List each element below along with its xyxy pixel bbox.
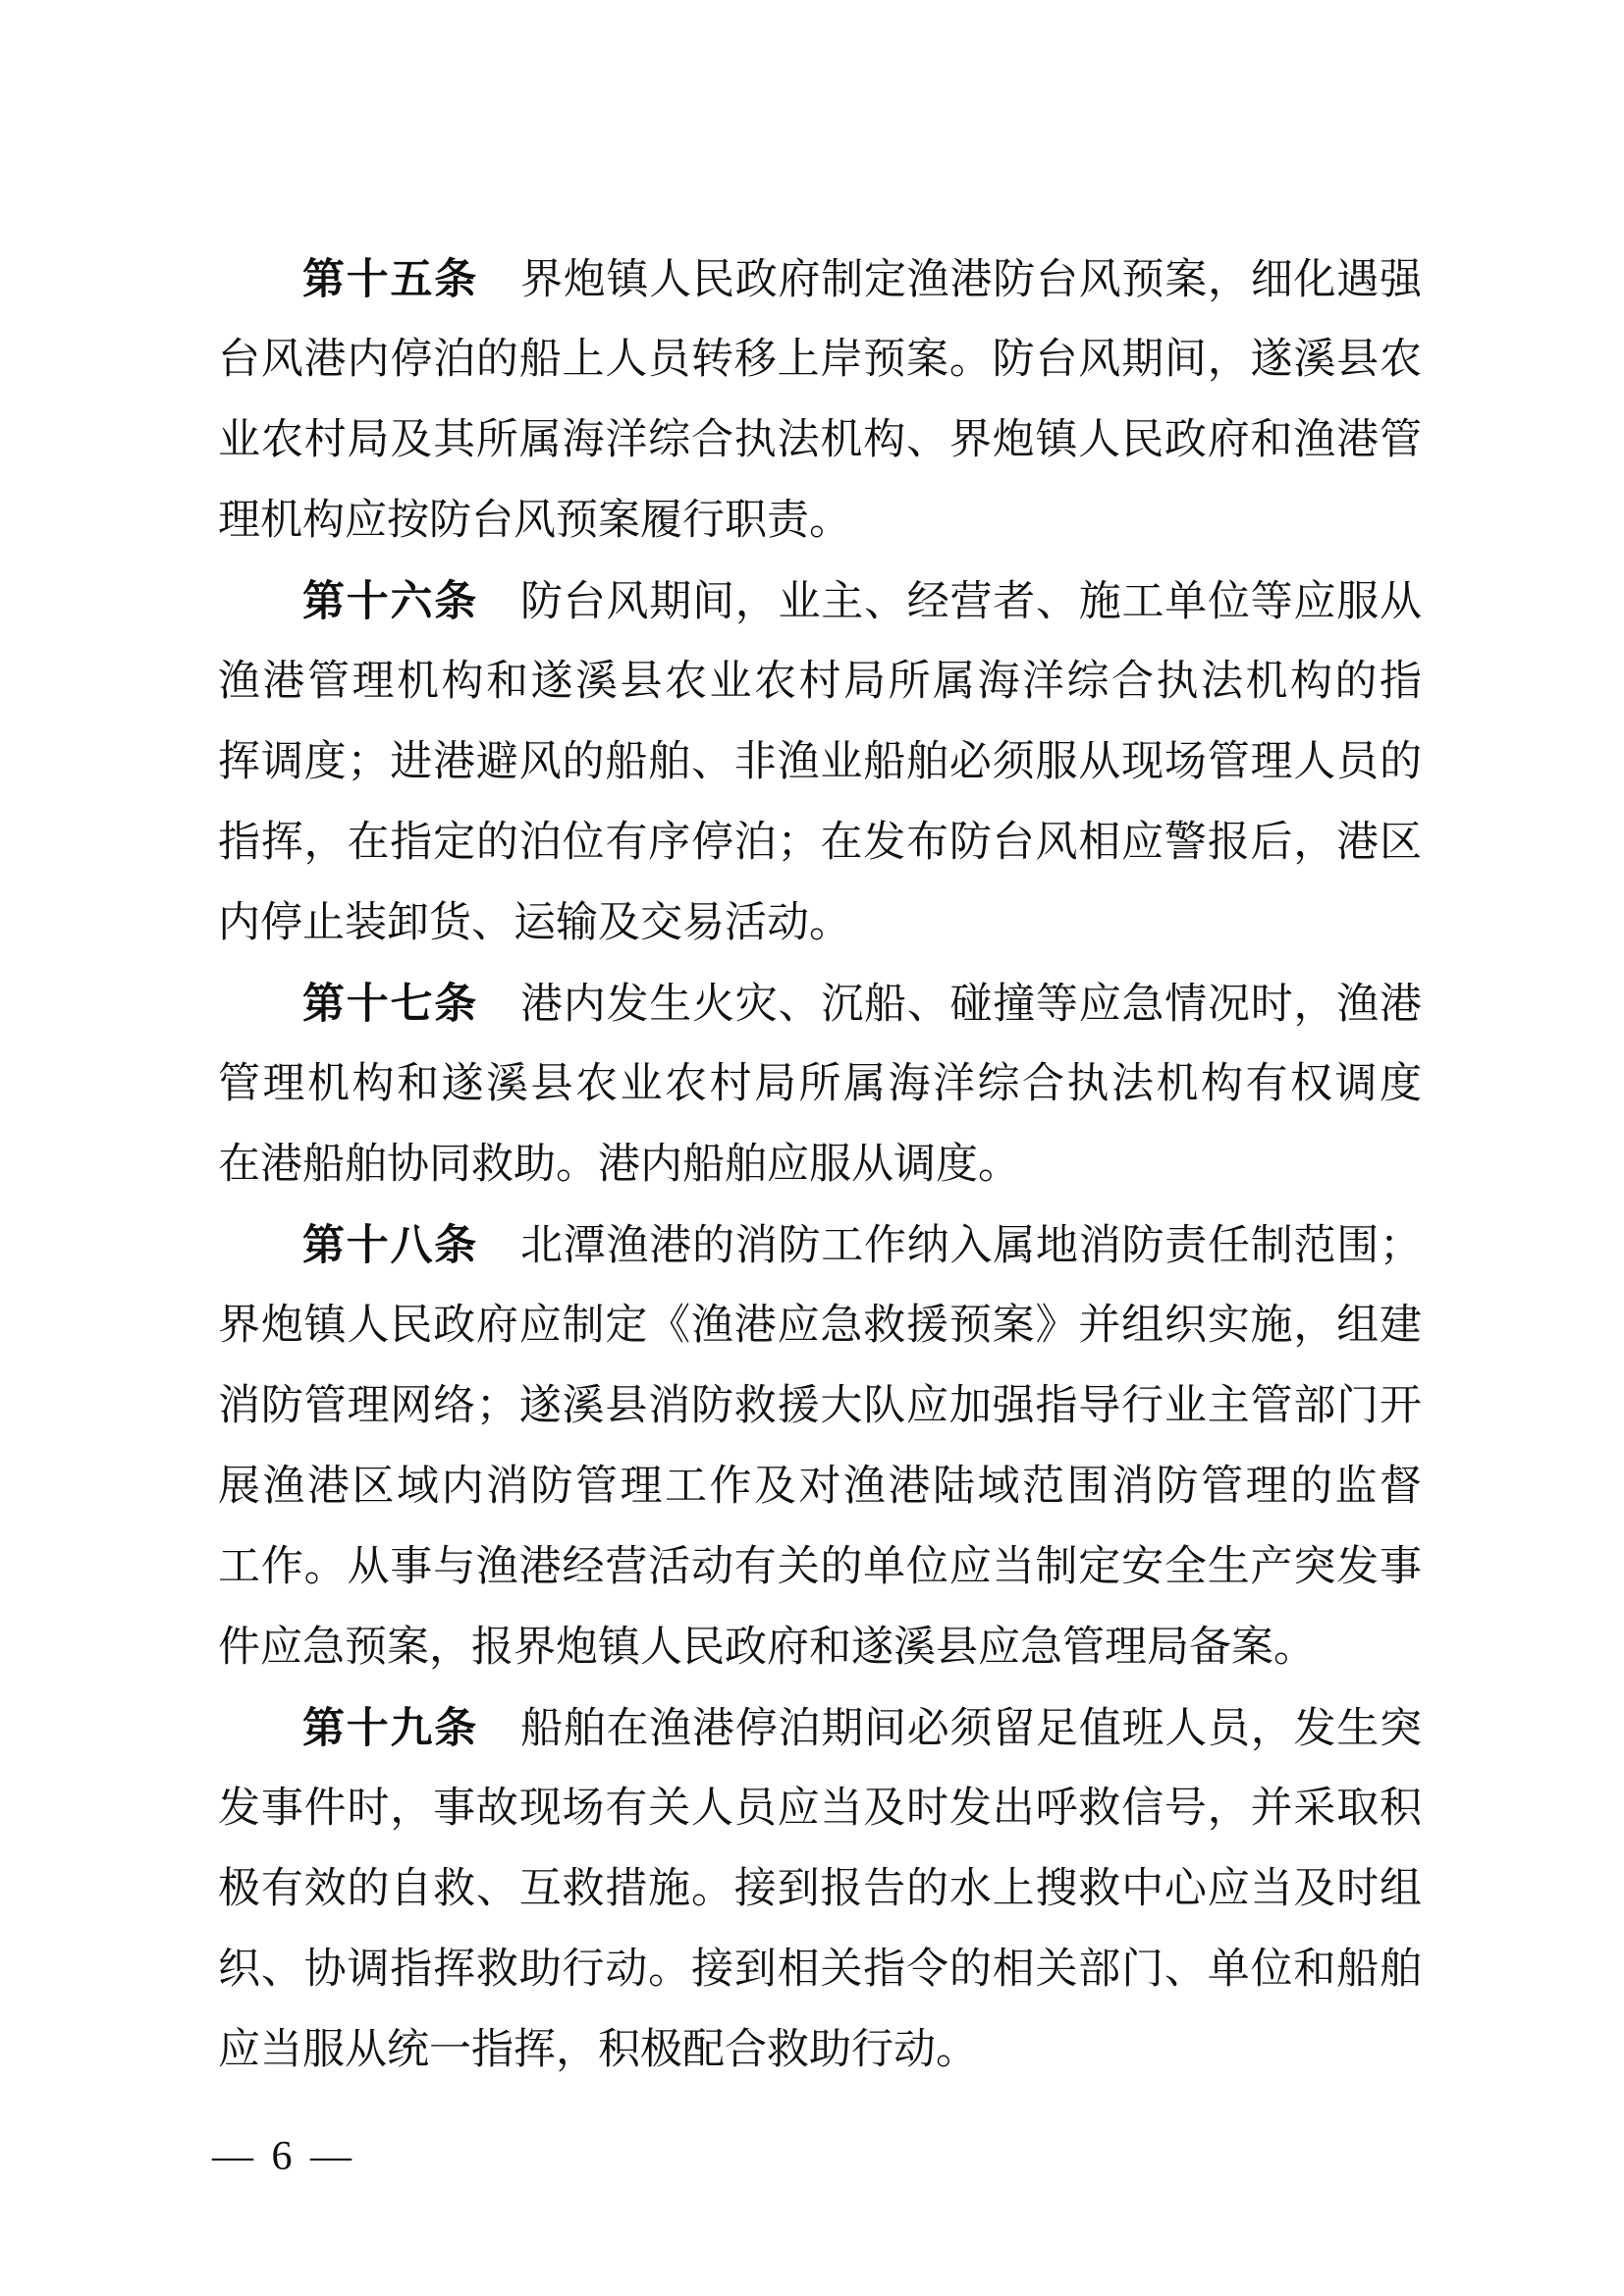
text-line: 展渔港区域内消防管理工作及对渔港陆域范围消防管理的监督 xyxy=(218,1464,1422,1510)
text-line: 极有效的自救、互救措施。接到报告的水上搜救中心应当及时组 xyxy=(218,1866,1422,1912)
article-number: 第十五条 xyxy=(302,256,478,303)
text-line xyxy=(218,240,1422,320)
article-line-text: 防台风期间，业主、经营者、施工单位等应服从 xyxy=(520,579,1422,625)
text-line: 理机构应按防台风预案履行职责。 xyxy=(218,498,851,544)
text-line: 工作。从事与渔港经营活动有关的单位应当制定安全生产突发事 xyxy=(218,1544,1422,1590)
page-number: — 6 — xyxy=(212,2134,355,2179)
article-17 xyxy=(218,964,1422,1205)
text-line: 发事件时，事故现场有关人员应当及时发出呼救信号，并采取积 xyxy=(218,1786,1422,1832)
article-line-text: 界炮镇人民政府制定渔港防台风预案，细化遇强 xyxy=(520,257,1422,303)
text-line: 在港船舶协同救助。港内船舶应服从调度。 xyxy=(218,1142,1020,1188)
article-line-text: 港内发生火灾、沉船、碰撞等应急情况时，渔港 xyxy=(520,982,1422,1028)
text-line: 织、协调指挥救助行动。接到相关指令的相关部门、单位和船舶 xyxy=(218,1947,1422,1993)
article-15 xyxy=(218,240,1422,561)
text-line xyxy=(218,964,1422,1044)
text-line: 消防管理网络；遂溪县消防救援大队应加强指导行业主管部门开 xyxy=(218,1383,1422,1429)
document-body xyxy=(218,240,1422,2091)
text-line: 台风港内停泊的船上人员转移上岸预案。防台风期间，遂溪县农 xyxy=(218,337,1422,383)
article-number: 第十九条 xyxy=(302,1705,478,1752)
text-line: 界炮镇人民政府应制定《渔港应急救援预案》并组织实施，组建 xyxy=(218,1303,1422,1349)
text-line: 内停止装卸货、运输及交易活动。 xyxy=(218,900,851,946)
text-line: 管理机构和遂溪县农业农村局所属海洋综合执法机构有权调度 xyxy=(218,1061,1422,1107)
article-line-text: 北潭渔港的消防工作纳入属地消防责任制范围； xyxy=(520,1223,1422,1269)
text-line xyxy=(218,1205,1422,1286)
text-line xyxy=(218,561,1422,642)
text-line xyxy=(218,1688,1422,1769)
text-line: 件应急预案，报界炮镇人民政府和遂溪县应急管理局备案。 xyxy=(218,1625,1316,1671)
article-number: 第十六条 xyxy=(302,578,478,625)
article-number: 第十八条 xyxy=(302,1222,478,1269)
article-line-text: 船舶在渔港停泊期间必须留足值班人员，发生突 xyxy=(520,1706,1422,1752)
text-line: 渔港管理机构和遂溪县农业农村局所属海洋综合执法机构的指 xyxy=(218,659,1422,705)
text-line: 业农村局及其所属海洋综合执法机构、界炮镇人民政府和渔港管 xyxy=(218,417,1422,463)
text-line: 应当服从统一指挥，积极配合救助行动。 xyxy=(218,2027,978,2073)
article-19 xyxy=(218,1688,1422,2091)
text-line: 挥调度；进港避风的船舶、非渔业船舶必须服从现场管理人员的 xyxy=(218,739,1422,785)
article-18 xyxy=(218,1205,1422,1688)
article-number: 第十七条 xyxy=(302,981,478,1028)
text-line: 指挥，在指定的泊位有序停泊；在发布防台风相应警报后，港区 xyxy=(218,820,1422,866)
article-16 xyxy=(218,561,1422,964)
